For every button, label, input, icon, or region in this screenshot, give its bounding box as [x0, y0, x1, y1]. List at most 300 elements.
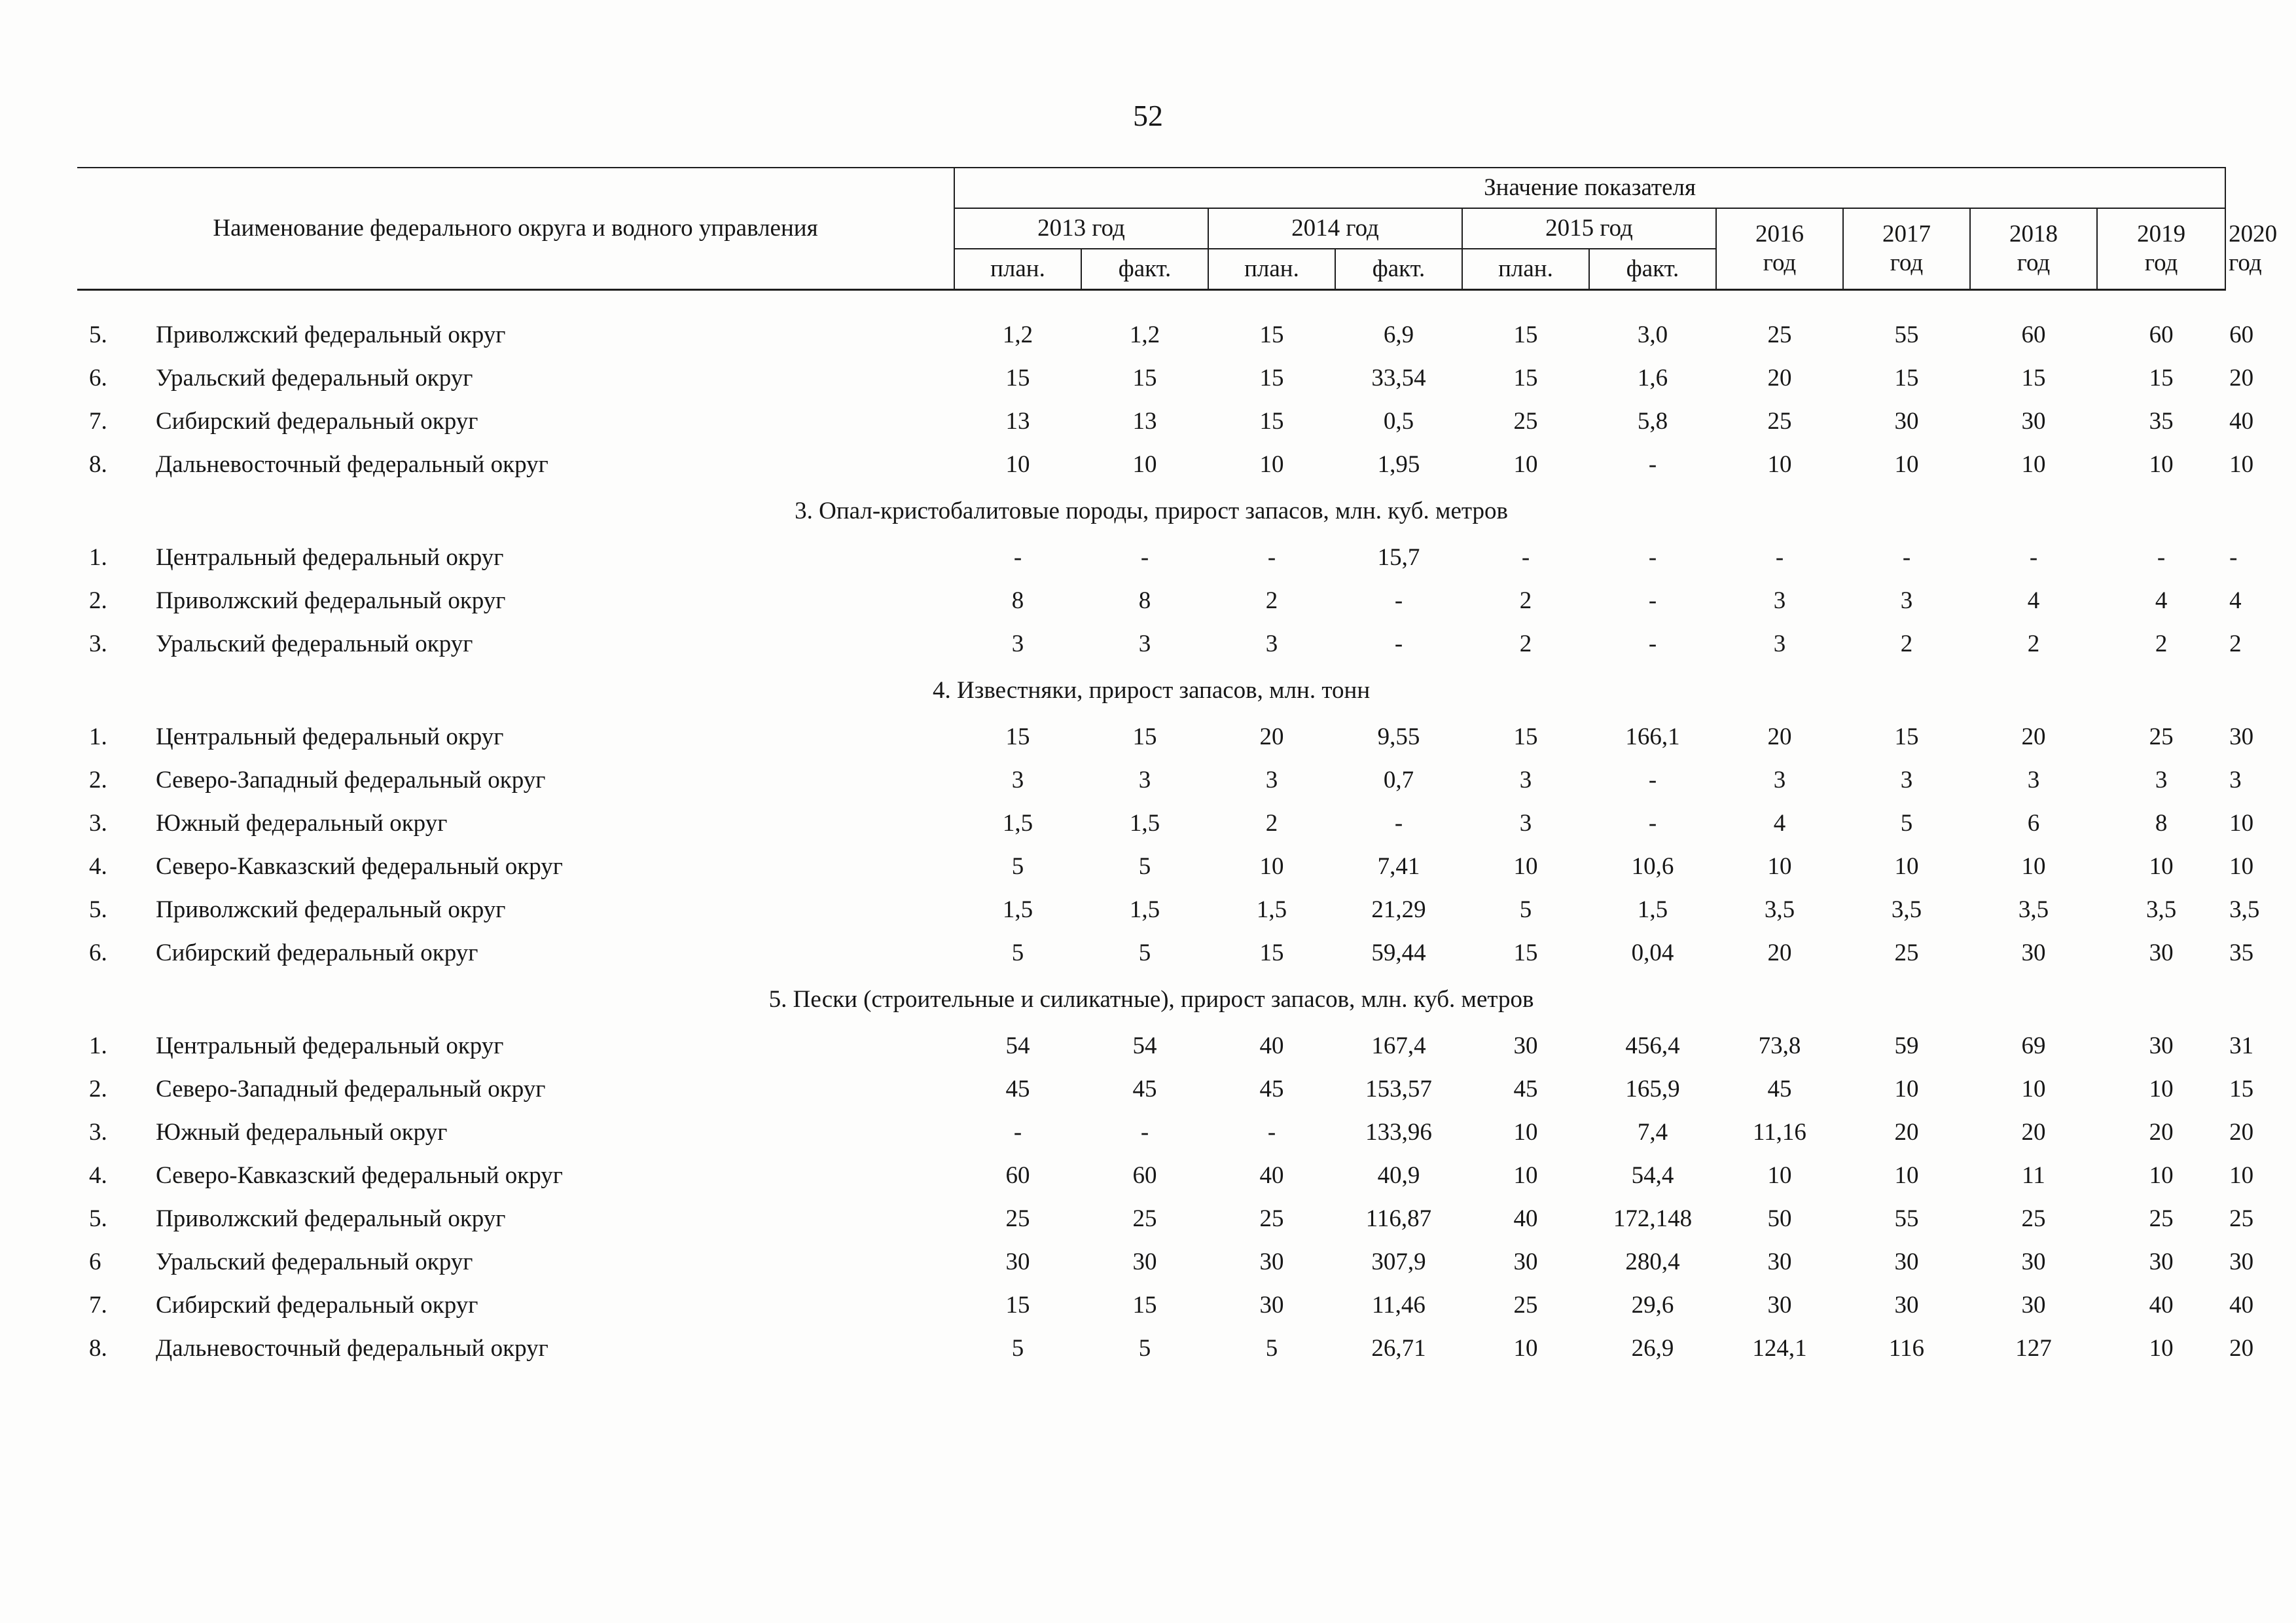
value-cell: 10	[1894, 1076, 1919, 1103]
value-cell: 1,6	[1637, 365, 1668, 392]
value-cell: 5	[1138, 1335, 1151, 1362]
value-cell: 35	[2149, 408, 2174, 435]
value-cell: 20	[1767, 365, 1792, 392]
value-cell: 30	[1259, 1249, 1284, 1275]
value-cell: 25	[2021, 1205, 2046, 1232]
value-cell: 20	[1259, 723, 1284, 750]
district-name: Центральный федеральный округ	[156, 544, 504, 571]
table-row: 6. Сибирский федеральный округ 5 5 15 59,44 15 0,04 20 25 30 30 35	[77, 932, 2225, 975]
district-name: Северо-Кавказский федеральный округ	[156, 853, 563, 880]
value-cell: 60	[1005, 1162, 1030, 1189]
value-cell: 166,1	[1625, 723, 1680, 750]
value-cell: 8	[2155, 810, 2168, 837]
value-cell: 5	[1011, 1335, 1024, 1362]
value-cell: 20	[2149, 1119, 2174, 1146]
value-cell: 8	[1011, 587, 1024, 614]
value-cell: 30	[1259, 1292, 1284, 1319]
value-cell: 3	[1265, 630, 1278, 657]
value-cell: 15	[1513, 321, 1538, 348]
district-name: Уральский федеральный округ	[156, 365, 473, 392]
year-label-line: 2020	[2229, 221, 2278, 247]
table-row: 3. Южный федеральный округ 1,5 1,5 2 - 3 - 4 5 6 8 10	[77, 802, 2225, 845]
value-cell: 30	[1513, 1032, 1538, 1059]
value-cell: 10	[1005, 451, 1030, 478]
section-title: 3. Опал-кристобалитовые породы, прирост запасов, млн. куб. метров	[795, 498, 1508, 524]
value-cell: 25	[1259, 1205, 1284, 1232]
value-cell: -	[1775, 544, 1784, 571]
value-cell: 10	[1513, 451, 1538, 478]
value-cell: 2	[2155, 630, 2168, 657]
row-number: 2.	[89, 587, 107, 614]
value-cell: 25	[1005, 1205, 1030, 1232]
value-cell: 10	[2149, 451, 2174, 478]
value-cell: 124,1	[1752, 1335, 1807, 1362]
value-cell: 54,4	[1631, 1162, 1674, 1189]
value-cell: 7,4	[1637, 1119, 1668, 1146]
table-header	[77, 168, 2278, 290]
value-cell: 10	[1259, 451, 1284, 478]
row-number: 1.	[89, 723, 107, 750]
value-cell: 3	[1773, 587, 1786, 614]
value-cell: 3,5	[2145, 896, 2177, 923]
table-row: 5. Приволжский федеральный округ 25 25 25 116,87 40 172,148 50 55 25 25 25	[77, 1197, 2225, 1241]
value-cell: 30	[1513, 1249, 1538, 1275]
row-number: 6	[89, 1249, 101, 1275]
district-name: Северо-Западный федеральный округ	[156, 767, 546, 793]
table-body	[77, 290, 2260, 1371]
value-cell: 15	[1513, 365, 1538, 392]
value-cell: 25	[2149, 1205, 2174, 1232]
value-cell: 456,4	[1625, 1032, 1680, 1059]
value-cell: 15	[1513, 723, 1538, 750]
district-name: Дальневосточный федеральный округ	[156, 1335, 548, 1362]
value-cell: 40	[1259, 1032, 1284, 1059]
table-row: 7. Сибирский федеральный округ 13 13 15 0,5 25 5,8 25 30 30 35 40	[77, 400, 2225, 443]
row-number: 5.	[89, 321, 107, 348]
year-header-2018	[1970, 208, 2097, 290]
value-cell: 2	[1900, 630, 1913, 657]
value-cell: 2	[1519, 630, 1532, 657]
subheader-2015-plan: план.	[1462, 249, 1589, 290]
value-cell: 4	[2027, 587, 2040, 614]
value-cell: 30	[1005, 1249, 1030, 1275]
year-header-2017	[1843, 208, 1970, 290]
value-cell: -	[1648, 451, 1657, 478]
value-cell: 5	[1138, 853, 1151, 880]
table-row: 1. Центральный федеральный округ 15 15 20 9,55 15 166,1 20 15 20 25 30	[77, 716, 2225, 759]
value-cell: 30	[2021, 1249, 2046, 1275]
value-cell: 1,5	[1129, 810, 1160, 837]
value-cell: 20	[2021, 1119, 2046, 1146]
value-cell: 3	[1011, 767, 1024, 793]
row-number: 3.	[89, 1119, 107, 1146]
value-cell: 3,5	[2018, 896, 2049, 923]
value-cell: 15	[1513, 939, 1538, 966]
district-name: Южный федеральный округ	[156, 810, 448, 837]
section-row	[77, 486, 2225, 536]
value-cell: 45	[1513, 1076, 1538, 1103]
value-cell: 15	[1005, 1292, 1030, 1319]
year-header-2014: 2014 год	[1208, 208, 1462, 249]
value-cell: 10	[1132, 451, 1157, 478]
value-cell: 15	[1005, 723, 1030, 750]
row-number: 1.	[89, 1032, 107, 1059]
value-cell: -	[1648, 810, 1657, 837]
value-cell: 15	[1259, 365, 1284, 392]
value-cell: 15,7	[1377, 544, 1420, 571]
value-cell: 3	[1138, 630, 1151, 657]
value-cell: 10	[1513, 1162, 1538, 1189]
value-cell: 1,5	[1002, 896, 1033, 923]
value-cell: 30	[2149, 1032, 2174, 1059]
value-cell: 172,148	[1613, 1205, 1693, 1232]
value-cell: 69	[2021, 1032, 2046, 1059]
value-cell: 25	[1894, 939, 1919, 966]
value-cell: -	[2029, 544, 2038, 571]
district-name: Уральский федеральный округ	[156, 1249, 473, 1275]
value-cell: 13	[1132, 408, 1157, 435]
year-label-line: год	[1763, 249, 1797, 276]
year-label-line: 2019	[2137, 221, 2186, 247]
district-name: Сибирский федеральный округ	[156, 1292, 478, 1319]
value-cell: -	[1394, 810, 1403, 837]
page-number: 52	[1133, 99, 1163, 132]
value-cell: 10	[2021, 451, 2046, 478]
value-cell: 4	[2155, 587, 2168, 614]
value-cell: 3,0	[1637, 321, 1668, 348]
indicators-table	[77, 167, 2278, 1370]
year-header-2016	[1716, 208, 1843, 290]
value-cell: 10	[1767, 1162, 1792, 1189]
value-cell: -	[1267, 1119, 1276, 1146]
value-cell: 40	[1259, 1162, 1284, 1189]
row-number: 8.	[89, 451, 107, 478]
value-cell: 1,2	[1002, 321, 1033, 348]
value-cell: 60	[2149, 321, 2174, 348]
row-number: 3.	[89, 810, 107, 837]
value-cell: 2	[1519, 587, 1532, 614]
value-cell: 10	[2149, 1076, 2174, 1103]
value-cell: 153,57	[1365, 1076, 1432, 1103]
section-title: 4. Известняки, прирост запасов, млн. тонн	[933, 677, 1371, 704]
value-cell: 15	[2021, 365, 2046, 392]
value-cell: 73,8	[1758, 1032, 1801, 1059]
value-cell: 45	[1767, 1076, 1792, 1103]
value-cell: 25	[1132, 1205, 1157, 1232]
row-number: 5.	[89, 1205, 107, 1232]
value-cell: 3,5	[1891, 896, 1922, 923]
row-number: 6.	[89, 939, 107, 966]
table-row: 6. Уральский федеральный округ 15 15 15 33,54 15 1,6 20 15 15 15 20	[77, 357, 2225, 400]
value-cell: 0,5	[1383, 408, 1414, 435]
row-number: 4.	[89, 853, 107, 880]
value-cell: 6,9	[1383, 321, 1414, 348]
value-cell: 2	[1265, 810, 1278, 837]
value-cell: 2	[1265, 587, 1278, 614]
value-cell: 10	[1894, 1162, 1919, 1189]
value-cell: 25	[2149, 723, 2174, 750]
value-cell: -	[1394, 587, 1403, 614]
district-name: Уральский федеральный округ	[156, 630, 473, 657]
row-number: 3.	[89, 630, 107, 657]
value-cell: 1,5	[1637, 896, 1668, 923]
value-cell: 15	[1132, 1292, 1157, 1319]
row-number: 6.	[89, 365, 107, 392]
value-cell: 133,96	[1365, 1119, 1432, 1146]
table-row: 5. Приволжский федеральный округ 1,5 1,5 1,5 21,29 5 1,5 3,5 3,5 3,5 3,5 3,5	[77, 888, 2225, 932]
value-cell: 10	[1513, 1119, 1538, 1146]
value-cell: 3	[1900, 587, 1913, 614]
value-cell: 10	[1259, 853, 1284, 880]
value-cell: 1,5	[1002, 810, 1033, 837]
value-cell: 15	[1894, 365, 1919, 392]
value-cell: 30	[2021, 939, 2046, 966]
row-number: 7.	[89, 1292, 107, 1319]
value-cell: 60	[2021, 321, 2046, 348]
value-cell: 15	[2149, 365, 2174, 392]
subheader-2015-fact: факт.	[1589, 249, 1716, 290]
column-header-value: Значение показателя	[954, 168, 2225, 208]
district-name: Сибирский федеральный округ	[156, 939, 478, 966]
header-row-1	[77, 168, 2225, 208]
value-cell: 45	[1132, 1076, 1157, 1103]
value-cell: 3	[2155, 767, 2168, 793]
value-cell: 59,44	[1371, 939, 1426, 966]
value-cell: 59	[1894, 1032, 1919, 1059]
value-cell: 25	[1513, 1292, 1538, 1319]
table-row: 8. Дальневосточный федеральный округ 5 5 5 26,71 10 26,9 124,1 116 127 10 20	[77, 1327, 2225, 1370]
value-cell: 1,95	[1377, 451, 1420, 478]
value-cell: 1,5	[1129, 896, 1160, 923]
value-cell: 20	[1767, 723, 1792, 750]
year-label-line: год	[2144, 249, 2178, 276]
year-label-line: 2017	[1882, 221, 1931, 247]
value-cell: 10	[2149, 1162, 2174, 1189]
year-label-line: год	[2229, 249, 2262, 276]
value-cell: 116	[1888, 1335, 1925, 1362]
year-label-line: 2016	[1755, 221, 1804, 247]
value-cell: 20	[2021, 723, 2046, 750]
year-label-line: год	[1890, 249, 1924, 276]
value-cell: 40	[1513, 1205, 1538, 1232]
value-cell: -	[1267, 544, 1276, 571]
value-cell: 15	[1259, 321, 1284, 348]
table-row: 2. Приволжский федеральный округ 8 8 2 - 2 - 3 3 4 4 4	[77, 579, 2225, 623]
value-cell: 10	[1894, 451, 1919, 478]
value-cell: 3	[2027, 767, 2040, 793]
value-cell: 30	[2021, 1292, 2046, 1319]
value-cell: 30	[1767, 1249, 1792, 1275]
table-row: 3. Уральский федеральный округ 3 3 3 - 2 - 3 2 2 2 2	[77, 623, 2225, 666]
value-cell: -	[1521, 544, 1530, 571]
value-cell: 3	[1265, 767, 1278, 793]
year-label-line: 2018	[2009, 221, 2058, 247]
value-cell: 15	[1894, 723, 1919, 750]
value-cell: 10	[1767, 853, 1792, 880]
value-cell: 10	[1894, 853, 1919, 880]
value-cell: 30	[1132, 1249, 1157, 1275]
value-cell: 30	[1767, 1292, 1792, 1319]
value-cell: 40	[2149, 1292, 2174, 1319]
value-cell: 10	[2149, 1335, 2174, 1362]
value-cell: -	[1648, 767, 1657, 793]
value-cell: 45	[1259, 1076, 1284, 1103]
value-cell: 15	[1132, 365, 1157, 392]
row-number: 2.	[89, 767, 107, 793]
district-name: Северо-Западный федеральный округ	[156, 1076, 546, 1103]
value-cell: 3	[1519, 810, 1532, 837]
value-cell: 11,46	[1372, 1292, 1426, 1319]
row-number: 4.	[89, 1162, 107, 1189]
year-label-line: год	[2017, 249, 2051, 276]
value-cell: 20	[1894, 1119, 1919, 1146]
value-cell: -	[1013, 544, 1022, 571]
value-cell: 3	[1773, 630, 1786, 657]
year-header-2019	[2097, 208, 2225, 290]
table-row: 4. Северо-Кавказский федеральный округ 60 60 40 40,9 10 54,4 10 10 11 10 10	[77, 1154, 2225, 1197]
value-cell: 25	[1767, 321, 1792, 348]
value-cell: 10	[2021, 853, 2046, 880]
value-cell: 20	[1767, 939, 1792, 966]
value-cell: -	[1648, 630, 1657, 657]
value-cell: 6	[2027, 810, 2040, 837]
value-cell: 5,8	[1637, 408, 1668, 435]
value-cell: 26,9	[1631, 1335, 1674, 1362]
value-cell: -	[2157, 544, 2166, 571]
value-cell: -	[1013, 1119, 1022, 1146]
value-cell: 55	[1894, 321, 1919, 348]
value-cell: 54	[1005, 1032, 1030, 1059]
subheader-2014-plan: план.	[1208, 249, 1335, 290]
table-row: 5. Приволжский федеральный округ 1,2 1,2 15 6,9 15 3,0 25 55 60 60 60	[77, 290, 2225, 357]
row-number: 8.	[89, 1335, 107, 1362]
value-cell: 3,5	[1764, 896, 1795, 923]
value-cell: 50	[1767, 1205, 1792, 1232]
value-cell: 1,5	[1256, 896, 1287, 923]
value-cell: 3	[1519, 767, 1532, 793]
value-cell: 5	[1265, 1335, 1278, 1362]
value-cell: 45	[1005, 1076, 1030, 1103]
value-cell: 8	[1138, 587, 1151, 614]
value-cell: 5	[1519, 896, 1532, 923]
row-number: 7.	[89, 408, 107, 435]
value-cell: 54	[1132, 1032, 1157, 1059]
table-row: 1. Центральный федеральный округ - - - 15,7 - - - - - - -	[77, 536, 2225, 579]
value-cell: 13	[1005, 408, 1030, 435]
district-name: Приволжский федеральный округ	[156, 896, 506, 923]
value-cell: 3	[1773, 767, 1786, 793]
table-row: 8. Дальневосточный федеральный округ 10 10 10 1,95 10 - 10 10 10 10 10	[77, 443, 2225, 486]
value-cell: 5	[1138, 939, 1151, 966]
value-cell: 3	[1138, 767, 1151, 793]
district-name: Сибирский федеральный округ	[156, 408, 478, 435]
value-cell: 5	[1900, 810, 1913, 837]
district-name: Дальневосточный федеральный округ	[156, 451, 548, 478]
value-cell: 30	[2149, 1249, 2174, 1275]
value-cell: 0,7	[1383, 767, 1414, 793]
district-name: Приволжский федеральный округ	[156, 1205, 506, 1232]
value-cell: 10	[2149, 853, 2174, 880]
table-row: 2. Северо-Западный федеральный округ 3 3 3 0,7 3 - 3 3 3 3 3	[77, 759, 2225, 802]
value-cell: 11,16	[1753, 1119, 1806, 1146]
value-cell: 3	[1900, 767, 1913, 793]
value-cell: 10	[1513, 853, 1538, 880]
value-cell: 9,55	[1377, 723, 1420, 750]
value-cell: 29,6	[1631, 1292, 1674, 1319]
table-row: 2. Северо-Западный федеральный округ 45 45 45 153,57 45 165,9 45 10 10 10 15	[77, 1068, 2225, 1111]
year-header-2013: 2013 год	[954, 208, 1208, 249]
row-number: 2.	[89, 1076, 107, 1103]
value-cell: 15	[1259, 408, 1284, 435]
value-cell: 10	[2021, 1076, 2046, 1103]
value-cell: -	[1648, 544, 1657, 571]
value-cell: 30	[2021, 408, 2046, 435]
value-cell: -	[1394, 630, 1403, 657]
district-name: Центральный федеральный округ	[156, 723, 504, 750]
row-number: 5.	[89, 896, 107, 923]
subheader-2013-fact: факт.	[1081, 249, 1208, 290]
district-name: Северо-Кавказский федеральный округ	[156, 1162, 563, 1189]
value-cell: 5	[1011, 939, 1024, 966]
value-cell: -	[1648, 587, 1657, 614]
value-cell: 7,41	[1377, 853, 1420, 880]
district-name: Приволжский федеральный округ	[156, 321, 506, 348]
table-row: 6 Уральский федеральный округ 30 30 30 307,9 30 280,4 30 30 30 30 30	[77, 1241, 2225, 1284]
table-row: 3. Южный федеральный округ - - - 133,96 10 7,4 11,16 20 20 20 20	[77, 1111, 2225, 1154]
value-cell: 11	[2022, 1162, 2045, 1189]
value-cell: 4	[1773, 810, 1786, 837]
value-cell: 60	[1132, 1162, 1157, 1189]
value-cell: 15	[1259, 939, 1284, 966]
value-cell: 3	[1011, 630, 1024, 657]
value-cell: 1,2	[1129, 321, 1160, 348]
district-name: Центральный федеральный округ	[156, 1032, 504, 1059]
value-cell: 5	[1011, 853, 1024, 880]
value-cell: 25	[1767, 408, 1792, 435]
value-cell: -	[1902, 544, 1911, 571]
section-title: 5. Пески (строительные и силикатные), прирост запасов, млн. куб. метров	[768, 986, 1534, 1013]
value-cell: 167,4	[1371, 1032, 1426, 1059]
value-cell: 26,71	[1371, 1335, 1426, 1362]
value-cell: -	[1140, 544, 1149, 571]
value-cell: 30	[1894, 1249, 1919, 1275]
subheader-2013-plan: план.	[954, 249, 1081, 290]
value-cell: -	[1140, 1119, 1149, 1146]
value-cell: 116,87	[1365, 1205, 1432, 1232]
subheader-2014-fact: факт.	[1335, 249, 1462, 290]
value-cell: 15	[1132, 723, 1157, 750]
value-cell: 30	[1894, 1292, 1919, 1319]
value-cell: 30	[1894, 408, 1919, 435]
value-cell: 10	[1513, 1335, 1538, 1362]
value-cell: 30	[2149, 939, 2174, 966]
value-cell: 25	[1513, 408, 1538, 435]
year-header-2015: 2015 год	[1462, 208, 1716, 249]
value-cell: 2	[2027, 630, 2040, 657]
value-cell: 165,9	[1625, 1076, 1680, 1103]
table-row: 4. Северо-Кавказский федеральный округ 5 5 10 7,41 10 10,6 10 10 10 10 10	[77, 845, 2225, 888]
column-header-name: Наименование федерального округа и водного управления	[77, 168, 954, 290]
value-cell: 280,4	[1625, 1249, 1680, 1275]
district-name: Южный федеральный округ	[156, 1119, 448, 1146]
value-cell: 33,54	[1371, 365, 1426, 392]
value-cell: 127	[2015, 1335, 2052, 1362]
value-cell: 21,29	[1371, 896, 1426, 923]
value-cell: 40,9	[1377, 1162, 1420, 1189]
district-name: Приволжский федеральный округ	[156, 587, 506, 614]
value-cell: 0,04	[1631, 939, 1674, 966]
section-row	[77, 975, 2225, 1025]
